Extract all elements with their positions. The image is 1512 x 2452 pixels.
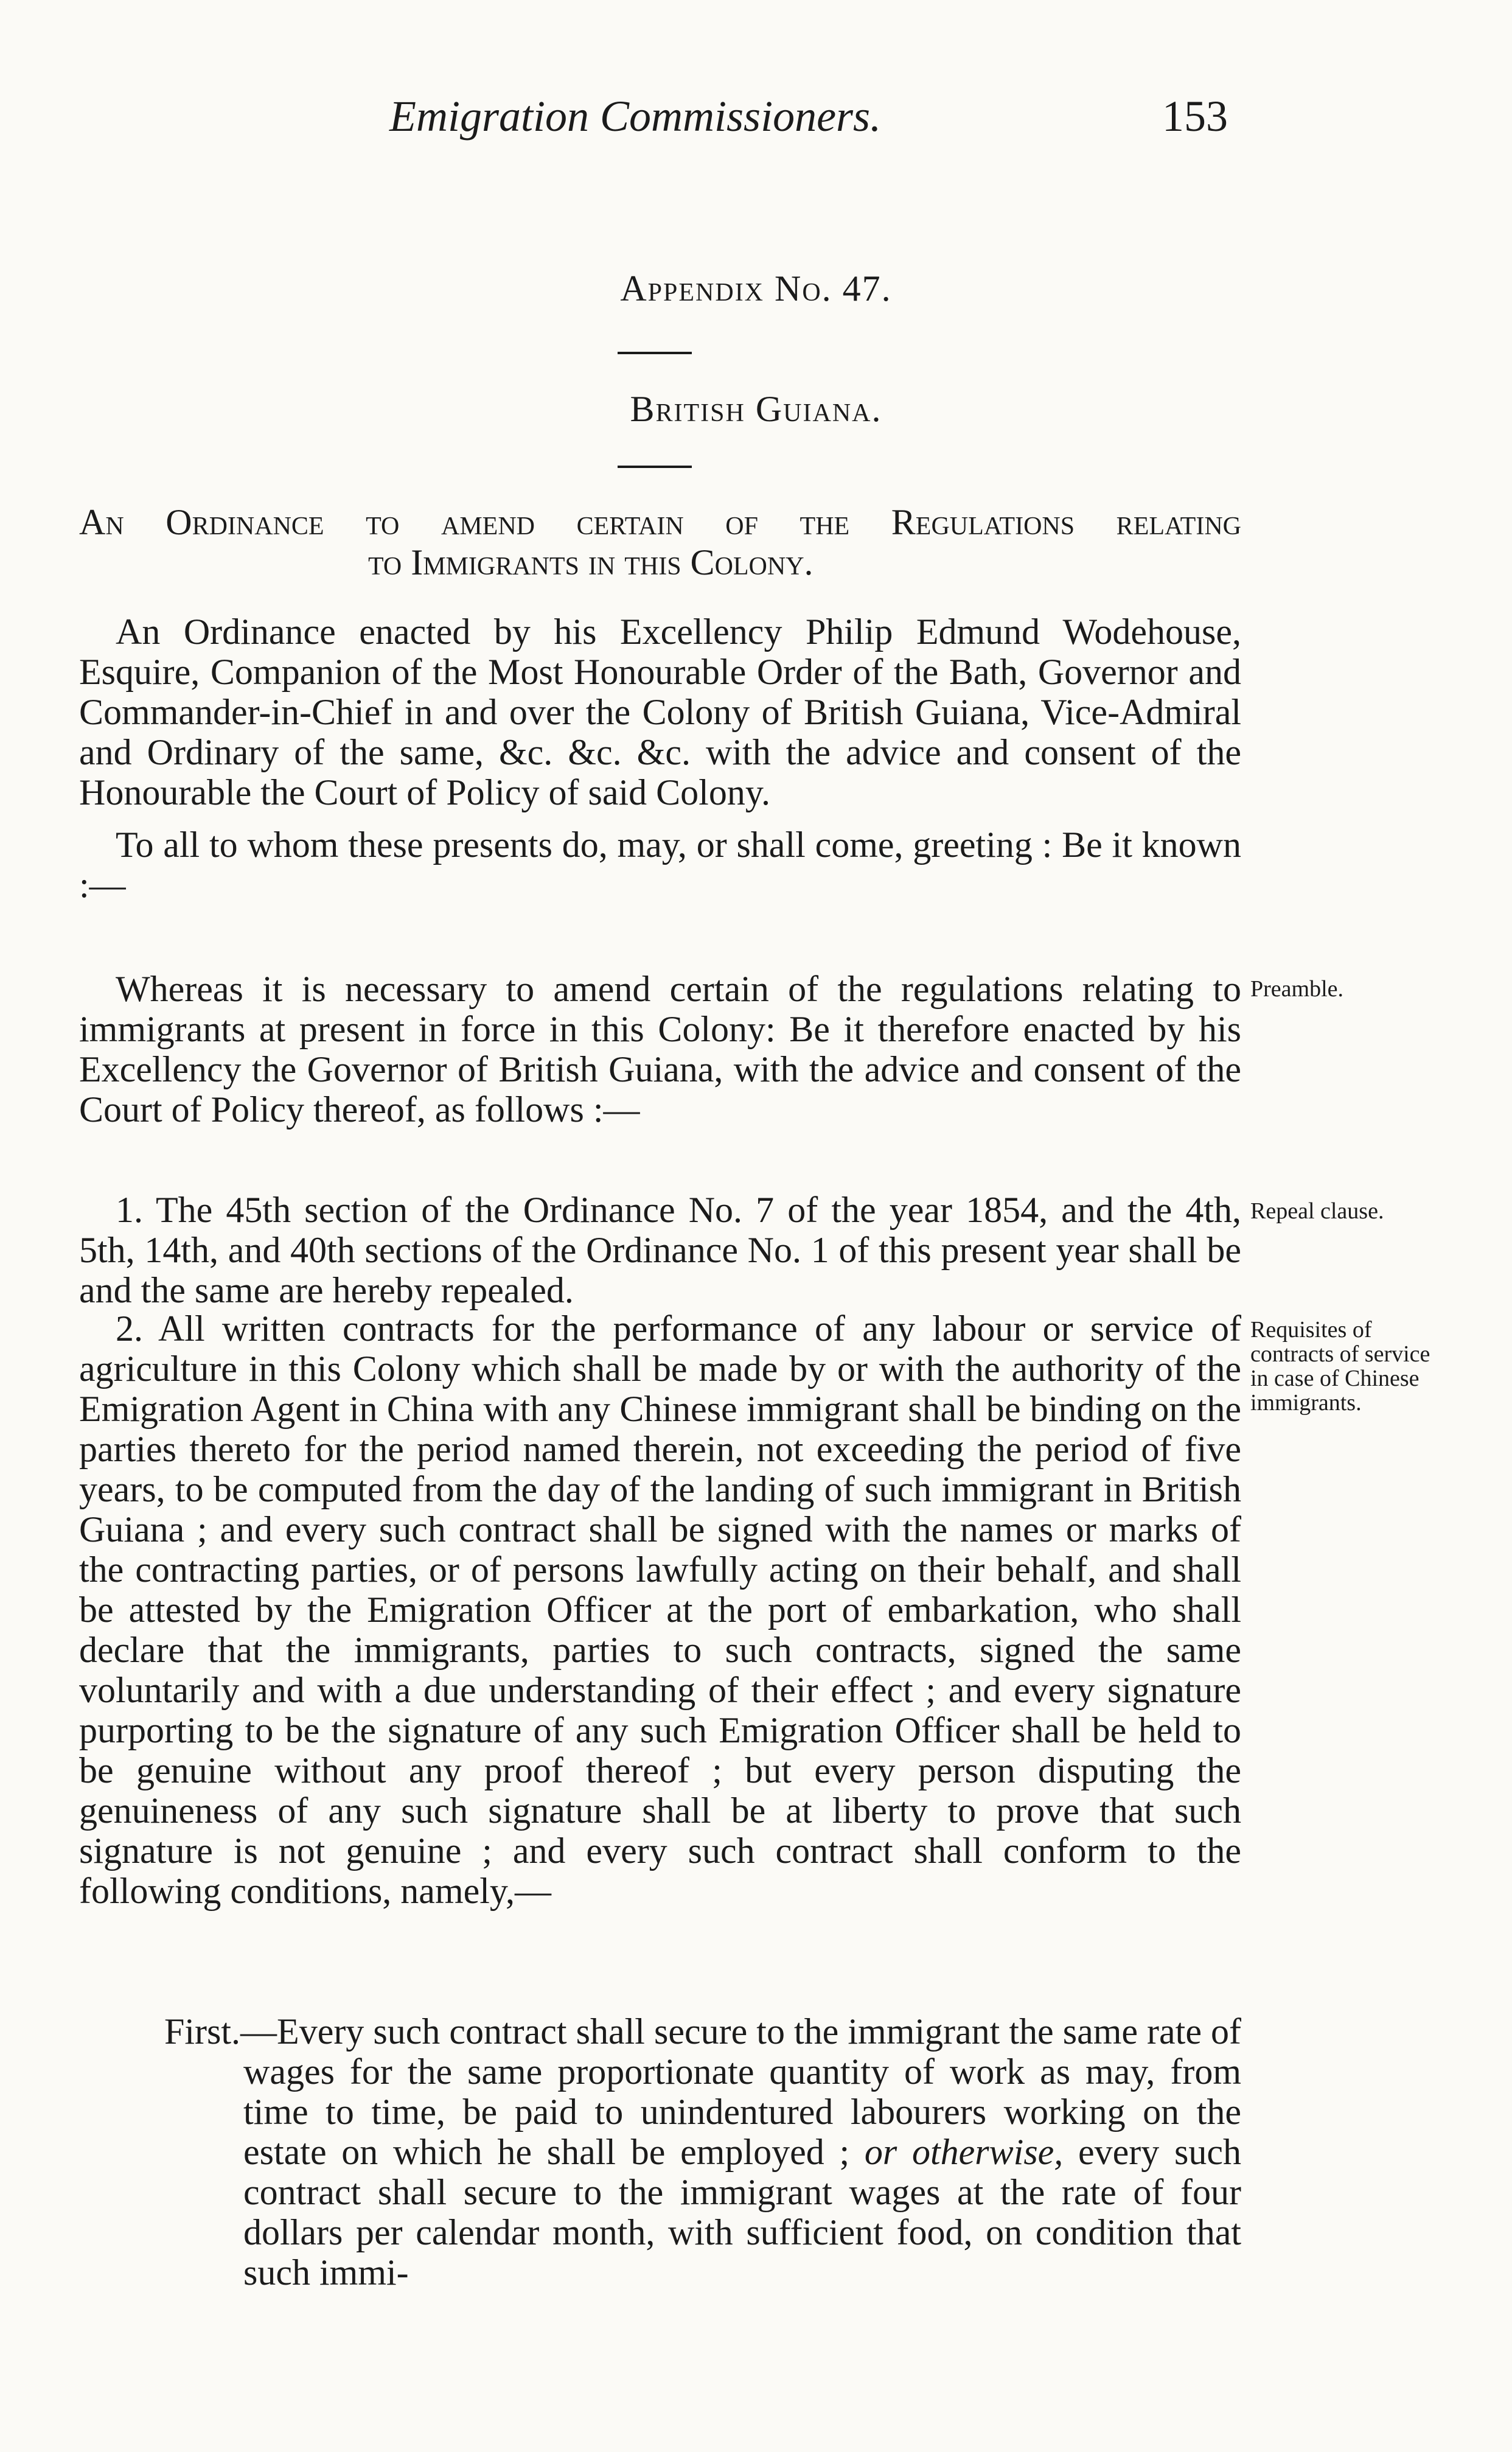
greeting-clause: To all to whom these presents do, may, or shall come, greeting : Be it known :— [79,825,1241,905]
margin-note-repeal: Repeal clause. [1250,1198,1384,1224]
enactment-clause: An Ordinance enacted by his Excellency Philip Edmund Wodehouse, Esquire, Companion of the Most Honourable Order of the Bath, Governor and Commander-in-Chief in and over the Colony of British Guiana, Vice-Admiral and Ordinary of the same, &c. &c. &c. with the advice and consent of the Honourable the Court of Policy of said Colony. [79,612,1241,812]
ordinance-title [79,502,1241,582]
condition-first-paragraph [79,2011,1241,2293]
condition-first-italic: or otherwise, [864,2132,1064,2172]
divider-rule [618,466,692,468]
condition-first-text-b: every such contract shall secure to the immigrant wages at the rate of four dollars per calendar month, with sufficient food, on condition that such immi- [243,2132,1241,2293]
section-2-paragraph: 2. All written contracts for the performance of any labour or service of agriculture in this Colony which shall be made by or with the authority of the Emigration Agent in China with any Chinese immigrant shall be binding on the parties thereto for the period named therein, not exceeding the period of five years, to be computed from the day of the landing of such immigrant in British Guiana ; and every such contract shall be signed with the names or marks of the contracting parties, or of persons lawfully acting on their behalf, and shall be attested by the Emigration Officer at the port of embarkation, who shall declare that the immigrants, parties to such contracts, signed the same voluntarily and with a due understanding of their effect ; and every signature purporting to be the signature of any such Emigration Officer shall be held to be genuine without any proof thereof ; but every person disputing the genuineness of any such signature shall be at liberty to prove that such signature is not genuine ; and every such contract shall conform to the following conditions, namely,— [79,1308,1241,1911]
ordinance-preface [79,612,1241,905]
page-number: 153 [1162,92,1228,141]
section-1-paragraph: 1. The 45th section of the Ordinance No. 7 of the year 1854, and the 4th, 5th, 14th, and 40th sections of the Ordinance No. 1 of this present year shall be and the same are hereby repealed. [79,1190,1241,1310]
margin-note-preamble: Preamble. [1250,976,1344,1002]
ordinance-title-line1: An Ordinance to amend certain of the Regulations relating [79,502,1241,542]
ordinance-title-line2: to Immigrants in this Colony. [368,542,813,582]
divider-rule [618,352,692,354]
preamble-paragraph: Whereas it is necessary to amend certain of the regulations relating to immigrants at present in force in this Colony: Be it therefore enacted by his Excellency the Governor of British Guiana, with the advice and consent of the Court of Policy thereof, as follows :— [79,969,1241,1130]
colony-heading: British Guiana. [630,389,882,429]
margin-note-requisites: Requisites of contracts of service in case of Chinese immigrants. [1250,1317,1430,1416]
appendix-heading: Appendix No. 47. [620,268,892,309]
condition-first-text-a: First.—Every such contract shall secure to the immigrant the same rate of wages for the same proportionate quantity of work as may, from time to time, be paid to unindentured labourers working on the estate on which he shall be employed ; [164,2011,1241,2172]
running-title: Emigration Commissioners. [389,92,882,141]
running-head [0,91,1512,158]
